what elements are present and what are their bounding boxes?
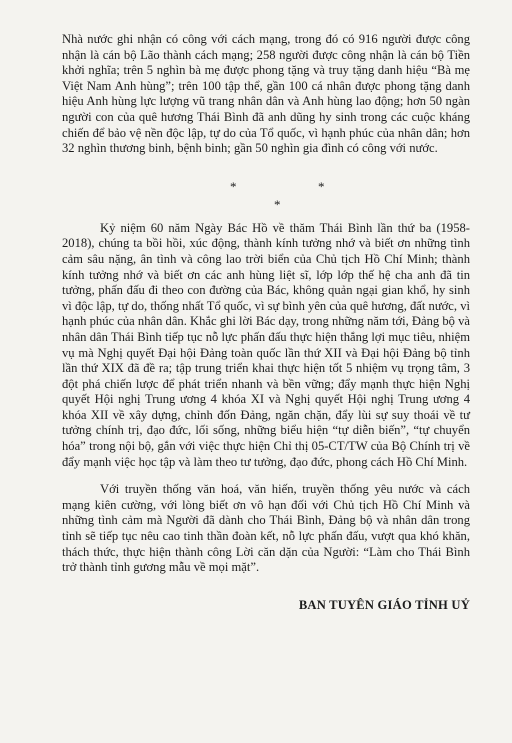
separator-star-center: * — [274, 196, 281, 212]
paragraph-tradition: Với truyền thống văn hoá, văn hiến, truyền thống yêu nước và cách mạng kiên cường, với lòng biết ơn vô hạn đối với Chủ tịch Hồ Chí Minh và những tình cảm mà Người đã dành cho Thái Bình, Đảng bộ và nhân dân trong tỉnh sẽ tiếp tục nêu cao tinh thần đoàn kết, nỗ lực phấn đấu, vượt qua khó khăn, thách thức, thực hiện thành công Lời căn dặn của Người: “Làm cho Thái Bình trở thành tỉnh gương mẫu về mọi mặt”. — [62, 482, 470, 575]
spacer — [62, 470, 470, 482]
signature-block: BAN TUYÊN GIÁO TỈNH UỶ — [298, 597, 470, 612]
section-separator — [62, 179, 470, 211]
separator-star-right: * — [318, 178, 325, 194]
paragraph-anniversary: Kỷ niệm 60 năm Ngày Bác Hồ về thăm Thái Bình lần thứ ba (1958-2018), chúng ta bồi hồi, xúc động, thành kính tưởng nhớ và biết ơn những tình cảm sâu nặng, ân tình và công lao trời biển của Chủ tịch Hồ Chí Minh; thành kính tưởng nhớ và biết ơn các anh hùng liệt sĩ, lớp lớp thế hệ cha anh đã tin tưởng, phấn đấu đi theo con đường của Bác, không quản ngại gian khổ, hy sinh vì độc lập, tự do, thống nhất Tổ quốc, vì sự bình yên của quê hương, đất nước, vì hạnh phúc của nhân dân. Khắc ghi lời Bác dạy, trong những năm tới, Đảng bộ và nhân dân Thái Bình tiếp tục nỗ lực phấn đấu thực hiện thắng lợi mục tiêu, nhiệm vụ mà Nghị quyết Đại hội Đảng toàn quốc lần thứ XII và Đại hội Đảng bộ tỉnh lần thứ XIX đã đề ra; tập trung triển khai thực hiện tốt 5 nhiệm vụ trọng tâm, 3 đột phá chiến lược để phát triển nhanh và bền vững; đẩy mạnh thực hiện Nghị quyết Hội nghị Trung ương 4 khóa XI và Nghị quyết Hội nghị Trung ương 4 khóa XII về xây dựng, chỉnh đốn Đảng, ngăn chặn, đẩy lùi sự suy thoái về tư tưởng chính trị, đạo đức, lối sống, những biểu hiện “tự diễn biến”, “tự chuyển hóa” trong nội bộ, gắn với việc thực hiện Chỉ thị 05-CT/TW của Bộ Chính trị về đẩy mạnh việc học tập và làm theo tư tưởng, đạo đức, phong cách Hồ Chí Minh. — [62, 220, 470, 469]
spacer — [62, 211, 470, 221]
separator-star-left: * — [230, 178, 237, 194]
paragraph-recognition: Nhà nước ghi nhận có công với cách mạng, trong đó có 916 người được công nhận là cán bộ Lão thành cách mạng; 258 người được công nhận là cán bộ Tiền khởi nghĩa; trên 5 nghìn bà mẹ được phong tặng và truy tặng danh hiệu “Bà mẹ Việt Nam Anh hùng”; trên 100 tập thể, gần 100 cá nhân được phong tặng danh hiệu Anh hùng lực lượng vũ trang nhân dân và Anh hùng lao động; hơn 50 ngàn người con của quê hương Thái Bình đã anh dũng hy sinh trong các cuộc kháng chiến để bảo vệ nền độc lập, tự do của Tổ quốc, vì hạnh phúc của nhân dân; hơn 32 nghìn thương binh, bệnh binh; gần 50 nghìn gia đình có công với nước. — [62, 32, 470, 156]
